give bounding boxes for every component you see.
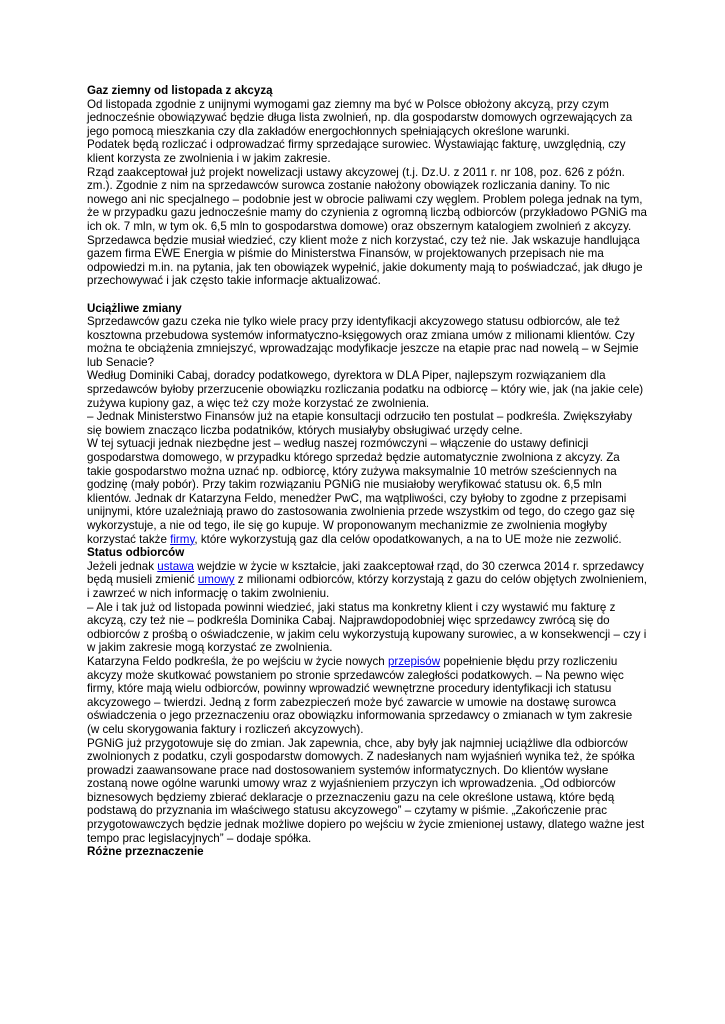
- link-firmy[interactable]: firmy: [170, 532, 195, 546]
- text-segment: Katarzyna Feldo podkreśla, że po wejściu w życie nowych: [87, 654, 388, 668]
- paragraph-contracts: [87, 560, 647, 601]
- paragraph-ministry: – Jednak Ministerstwo Finansów już na etapie konsultacji odrzuciło ten postulat – podkreśla. Zwiększyłaby się bowiem znacząco liczba podatników, których musiałyby obsługiwać urzędy celne.: [87, 410, 633, 437]
- paragraph-draft-law: Rząd zaakceptował już projekt nowelizacji ustawy akcyzowej (t.j. Dz.U. z 2011 r. nr 108, poz. 626 z późn. zm.). Zgodnie z nim na sprzedawców surowca zostanie nałożony obowiązek rozliczania daniny. To nic nowego ani nic specjalnego – podobnie jest w obrocie paliwami czy węglem. Problem polega jednak na tym, że w przypadku gazu jednocześnie mamy do czynienia z ogromną liczbą odbiorców (przykładowo PGNiG ma ich ok. 7 mln, w tym ok. 6,5 mln to gospodarstwa domowe) oraz obszernym katalogiem zwolnień z akcyzy. Sprzedawca będzie musiał wiedzieć, czy klient może z nich korzystać, czy też nie. Jak wskazuje handlująca gazem firma EWE Energia w piśmie do Ministerstwa Finansów, w projektowanych przepisach nie ma odpowiedzi m.in. na pytania, jak ten obowiązek wypełnić, jakie dokumenty mają to poświadczać, jak długo je przechowywać i jak często takie informacje aktualizować.: [87, 165, 647, 288]
- paragraph-november: – Ale i tak już od listopada powinni wiedzieć, jaki status ma konkretny klient i czy wystawić mu fakturę z akcyzą, czy też nie – podkreśla Dominika Cabaj. Najprawdopodobniej więc sprzedawcy zwrócą się do odbiorców z prośbą o oświadczenie, w jakim celu wykorzystują kupowany surowiec, a w konsekwencji – czy i w jakim zakresie mogą korzystać ze zwolnienia.: [87, 600, 647, 655]
- spacer: [87, 288, 647, 302]
- text-segment: Jeżeli jednak: [87, 559, 158, 573]
- section-heading-purpose: Różne przeznaczenie: [87, 845, 204, 859]
- text-segment: W tej sytuacji jednak niezbędne jest – według naszej rozmówczyni – włączenie do ustawy definicji gospodarstwa domowego, w przypadku którego sprzedaż będzie automatycznie zwolniona z akcyzy. Za takie gospodarstwo można uznać np. odbiorcę, który zużywa maksymalnie 10 metrów sześciennych na godzinę (mały pobór). Przy takim rozwiązaniu PGNiG nie musiałoby weryfikować statusu ok. 6,5 mln klientów. Jednak dr Katarzyna Feldo, menedżer PwC, ma wątpliwości, czy byłoby to zgodne z przepisami unijnymi, które uzależniają prawo do zastosowania zwolnienia przede wszystkim od tego, do czego gaz się wykorzystuje, a nie od tego, ile się go kupuje. W proponowanym mechanizmie ze zwolnienia mogłyby korzystać także: [87, 437, 635, 546]
- paragraph-feldo: [87, 655, 647, 737]
- text-segment: wejdzie w życie w kształcie, jaki zaakceptował rząd, do 30 czerwca 2014 r. sprzedawcy będą musieli zmienić: [87, 559, 644, 587]
- paragraph-sellers: Sprzedawców gazu czeka nie tylko wiele pracy przy identyfikacji akcyzowego statusu odbiorców, ale też kosztowna przebudowa systemów informatyczno-księgowych oraz zmiana umów z milionami klientów. Czy można te obciążenia zmniejszyć, wprowadzając modyfikacje jeszcze na etapie prac nad nowelą – w Sejmie lub Senacie?: [87, 315, 639, 369]
- link-umowy[interactable]: umowy: [197, 573, 235, 587]
- text-segment: , które wykorzystują gaz dla celów opodatkowanych, a na to UE może nie zezwolić.: [194, 532, 622, 546]
- link-ustawa[interactable]: ustawa: [157, 559, 194, 573]
- text-segment: z milionami odbiorców, którzy korzystają z gazu do celów objętych zwolnieniem, i zawrzeć w nich informację o takim zwolnieniu.: [87, 573, 647, 600]
- paragraph-tax-settlement: Podatek będą rozliczać i odprowadzać firmy sprzedające surowiec. Wystawiając fakturę, uwzględnią, czy klient korzysta ze zwolnienia i w jakim zakresie.: [87, 138, 626, 165]
- link-przepisow[interactable]: przepisów: [387, 654, 441, 668]
- section-heading-changes: Uciążliwe zmiany: [87, 301, 182, 315]
- paragraph-cabaj: Według Dominiki Cabaj, doradcy podatkowego, dyrektora w DLA Piper, najlepszym rozwiązaniem dla sprzedawców byłoby przerzucenie obowiązku rozliczania podatku na odbiorcę – który wie, jak (na jakie cele) zużywa kupiony gaz, a więc też czy może korzystać ze zwolnienia.: [87, 369, 644, 410]
- paragraph-intro: Od listopada zgodnie z unijnymi wymogami gaz ziemny ma być w Polsce obłożony akcyzą, przy czym jednocześnie obowiązywać będzie długa lista zwolnień, np. dla gospodarstw domowych ogrzewających za jego pomocą mieszkania czy dla zakładów energochłonnych spełniających określone warunki.: [87, 97, 633, 138]
- section-heading-status: Status odbiorców: [87, 546, 185, 560]
- document-page: [87, 84, 647, 859]
- article-title: Gaz ziemny od listopada z akcyzą: [87, 84, 273, 97]
- text-segment: popełnienie błędu przy rozliczeniu akcyzy może skutkować powstaniem po stronie sprzedawców zaległości podatkowych. – Na pewno więc firmy, które mają wielu odbiorców, powinny wprowadzić wewnętrzne procedury identyfikacji ich statusu akcyzowego – twierdzi. Jedną z form zabezpieczeń może być zawarcie w umowie na dostawę surowca oświadczenia o jego przeznaczeniu oraz obowiązku informowania sprzedawcy o zmianach w tym zakresie (w celu skorygowania faktury i rozliczeń akcyzowych).: [87, 654, 633, 736]
- paragraph-pgnig: PGNiG już przygotowuje się do zmian. Jak zapewnia, chce, aby były jak najmniej uciążliwe dla odbiorców zwolnionych z podatku, czyli gospodarstw domowych. Z nadesłanych nam wyjaśnień wynika też, że spółka prowadzi zaawansowane prace nad dostosowaniem systemów informatycznych. Do klientów wysłane zostaną nowe ogólne warunki umowy wraz z wyjaśnieniem przyczyn ich wprowadzenia. „Od odbiorców biznesowych będziemy zbierać deklaracje o przeznaczeniu gazu na cele określone ustawą, które będą podstawą do przyznania im właściwego statusu akcyzowego” – czytamy w piśmie. „Zakończenie prac przygotowawczych będzie jednak możliwe dopiero po wejściu w życie zmienionej ustawy, dlatego ważne jest tempo prac legislacyjnych” – dodaje spółka.: [87, 736, 645, 845]
- paragraph-household-definition: [87, 437, 647, 546]
